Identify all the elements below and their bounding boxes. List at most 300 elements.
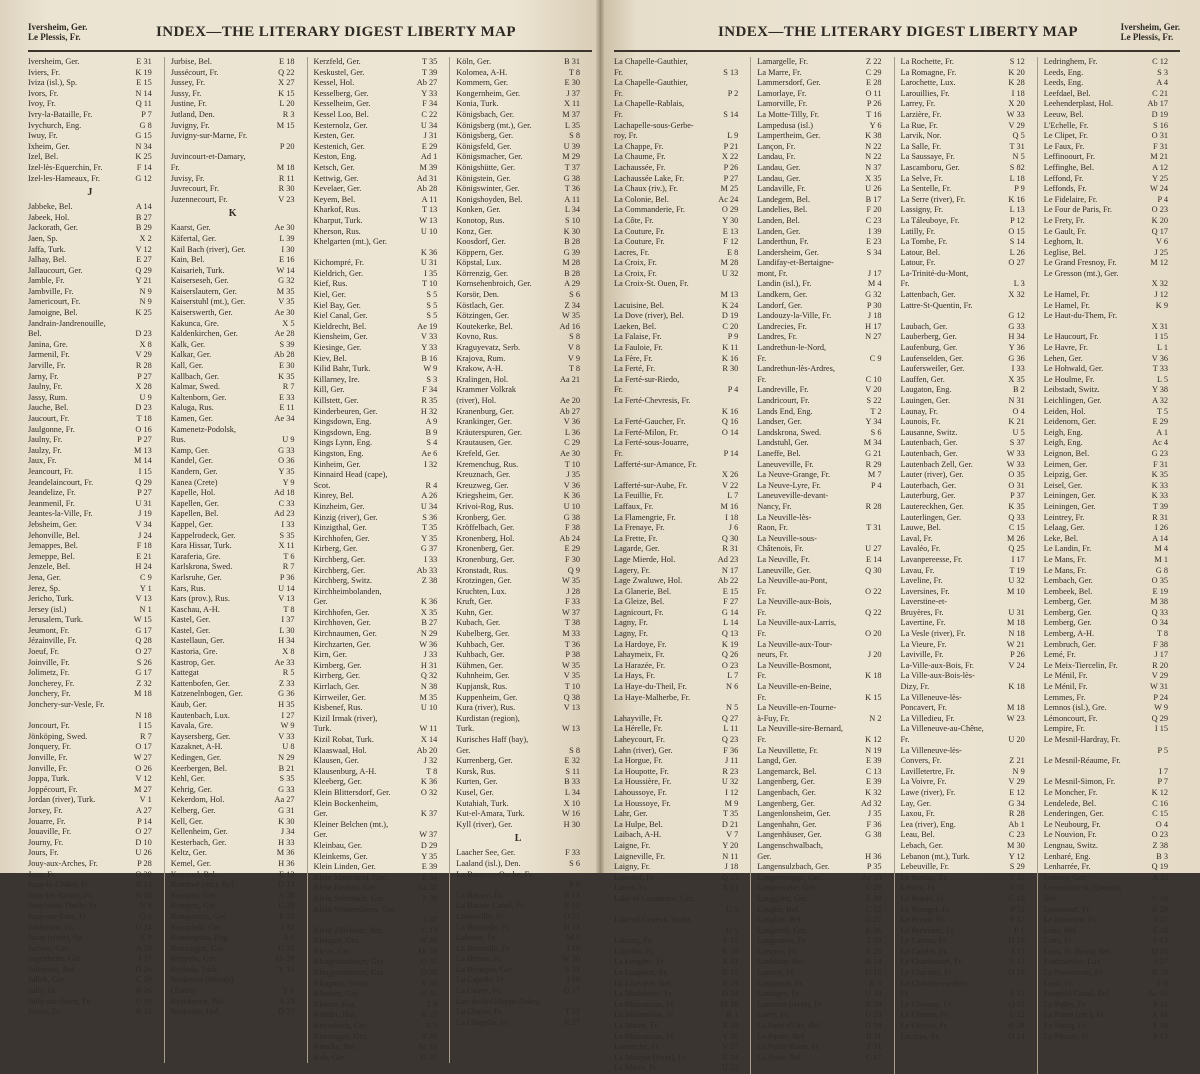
place-name: Kubach, Ger. [456, 618, 501, 628]
grid-reference: I 33 [424, 554, 438, 564]
grid-reference [735, 121, 738, 132]
place-name: Königsberg (mt.), Ger. [456, 120, 532, 130]
index-entry [171, 954, 295, 965]
grid-reference: K 25 [135, 152, 152, 162]
grid-reference: B 14 [865, 957, 882, 967]
grid-reference [149, 700, 152, 711]
index-entry [901, 78, 1025, 89]
place-name: Lantages, Fr. [757, 989, 801, 999]
index-entry [28, 573, 152, 584]
place-name: Ivry-la-Bataille, Fr. [28, 109, 93, 119]
index-entry [614, 714, 738, 725]
index-entry [614, 841, 738, 852]
place-name: La Bassée Canal, Fr. [456, 901, 525, 911]
place-name: La Marque (river), Fr. [614, 1052, 688, 1062]
index-entry [314, 947, 438, 958]
grid-reference: W 37 [419, 830, 438, 840]
index-entry [757, 915, 881, 926]
index-entry [171, 195, 295, 206]
place-name: Leffinoourt, Fr. [1043, 152, 1095, 162]
grid-reference: O 36 [278, 456, 295, 466]
index-entry [901, 714, 1025, 725]
place-name: Kutahiah, Turk. [456, 798, 509, 808]
grid-reference: N 9 [1012, 766, 1025, 776]
index-column [757, 57, 894, 1074]
place-name: Le Mesnil-Hardray, Fr. [1043, 735, 1121, 744]
index-entry [314, 767, 438, 778]
place-name: La Croix, Fr. [614, 258, 657, 268]
index-entry [314, 703, 438, 714]
place-name: Klein Linden, Ger. [313, 862, 376, 872]
index-entry [171, 975, 295, 986]
index-entry [614, 290, 738, 301]
place-name: Jenzele, Bel. [28, 562, 71, 572]
place-name: Kröffelbach, Ger. [456, 523, 515, 533]
index-entry [456, 68, 580, 79]
index-entry [757, 290, 881, 301]
place-name: Kuhbach, Ger. [456, 650, 505, 660]
place-name: La Neuville-sire-Bernard, [757, 724, 843, 734]
place-name: Jaulny, Fr. [28, 435, 63, 445]
index-entry [757, 555, 881, 566]
index-entry [314, 735, 438, 746]
index-entry [314, 354, 438, 365]
grid-reference: M 18 [1007, 618, 1025, 628]
grid-reference: O 35 [1151, 576, 1168, 586]
index-entry [28, 152, 152, 163]
grid-reference: Ac 4 [1152, 438, 1168, 448]
grid-reference: S 13 [1009, 989, 1025, 999]
grid-reference: B 27 [421, 618, 438, 628]
grid-reference: B 16 [421, 353, 438, 363]
index-entry [456, 248, 580, 259]
grid-reference: X 8 [282, 647, 295, 657]
grid-reference: X 28 [135, 382, 152, 392]
index-entry [614, 375, 738, 386]
index-entry [757, 396, 881, 407]
place-name: Kuppenheim, Ger. [456, 692, 518, 702]
grid-reference: K 35 [1008, 501, 1025, 511]
place-name: Lauwe, Bel. [900, 523, 941, 533]
index-entry [28, 499, 152, 510]
place-name: Le Charmel, Fr. [900, 968, 954, 978]
index-entry [171, 174, 295, 185]
index-entry [28, 223, 152, 234]
grid-reference: K 28 [1008, 78, 1025, 88]
grid-reference: P 9 [1014, 184, 1025, 194]
place-name: Fr. [757, 735, 767, 744]
index-entry [614, 852, 738, 863]
grid-reference: M 30 [1007, 840, 1025, 850]
index-entry [28, 732, 152, 743]
index-entry [171, 901, 295, 912]
grid-reference: P 27 [137, 488, 152, 498]
grid-reference: M 21 [1150, 152, 1168, 162]
grid-reference: L 14 [723, 618, 739, 628]
grid-reference: U 32 [1008, 576, 1025, 586]
place-name: Konz, Ger. [456, 226, 493, 236]
place-name: Kempen, Ger. [170, 890, 218, 900]
place-name: Kura (river), Rus. [456, 703, 516, 713]
grid-reference [879, 724, 882, 735]
place-name: La Ferté-Gaucher, Fr. [614, 417, 686, 427]
place-name: Lalaing, Fr. [614, 936, 653, 946]
index-entry [456, 799, 580, 810]
index-entry [901, 534, 1025, 545]
index-entry [314, 618, 438, 629]
place-name: Kirchnaumen, Ger. [313, 629, 377, 639]
grid-reference: W 11 [419, 724, 438, 734]
place-name: La Neuve-Lyre, Fr. [757, 480, 821, 490]
grid-reference: G 37 [420, 1052, 438, 1062]
index-entry [1044, 894, 1168, 905]
place-name: Labeuville, Fr. [456, 911, 505, 921]
grid-reference: V 13 [563, 703, 580, 713]
index-entry [757, 184, 881, 195]
place-name: La Couture, Fr. [614, 226, 665, 236]
place-name: Joncherey, Fr. [28, 678, 75, 688]
place-name: Kamenetz-Podolsk, [170, 424, 236, 434]
place-name: Bel. [1043, 893, 1058, 903]
place-name: Kenzingen, Ger. [170, 943, 225, 953]
grid-reference: A 11 [564, 194, 580, 204]
grid-reference: A 26 [421, 491, 438, 501]
index-entry [456, 587, 580, 598]
index-entry [901, 205, 1025, 216]
grid-reference: F 18 [136, 541, 152, 551]
grid-reference: W 31 [1149, 682, 1168, 692]
left-page [0, 0, 600, 1062]
place-name: Kleinkems, Ger. [313, 851, 368, 861]
index-entry [171, 785, 295, 796]
place-name: Leffond, Fr. [1043, 173, 1084, 183]
place-name: Lautenbach Zell, Ger. [900, 459, 973, 469]
place-name: Kob, Ger. [313, 1052, 346, 1062]
grid-reference: P 14 [137, 816, 152, 826]
grid-reference: D 19 [721, 311, 739, 321]
index-entry [456, 184, 580, 195]
index-entry [456, 460, 580, 471]
grid-reference: O 35 [1008, 470, 1025, 480]
place-name: Kieldrich, Ger. [313, 268, 364, 278]
grid-reference: A 33 [1152, 872, 1168, 882]
index-entry [757, 523, 881, 534]
grid-reference: X 26 [721, 470, 739, 480]
grid-reference: R 5 [282, 668, 295, 678]
place-name: Langerbrügge, Ger. [757, 872, 822, 882]
index-entry [28, 213, 152, 224]
grid-reference: O 26 [135, 763, 152, 773]
index-entry [28, 131, 152, 142]
place-name: Juchen, Ger. [28, 943, 70, 953]
grid-reference: T 23 [564, 1007, 580, 1017]
place-name: Lemberg, Ger. [1043, 607, 1092, 617]
place-name: Jandrain-Jandrenouille, [28, 318, 106, 328]
place-name: Kovno, Rus. [456, 332, 498, 342]
place-name: La Fauloie, Fr. [614, 343, 663, 353]
index-entry [314, 89, 438, 100]
index-entry [901, 629, 1025, 640]
grid-reference: C 12 [865, 904, 882, 914]
grid-reference: M 34 [863, 438, 882, 448]
grid-reference: X 35 [865, 173, 882, 183]
grid-reference: H 13 [563, 922, 580, 932]
index-entry [28, 785, 152, 796]
grid-reference: E 39 [866, 756, 882, 766]
grid-reference: U 34 [420, 120, 438, 130]
index-entry [757, 68, 881, 79]
index-entry [314, 979, 438, 990]
index-entry [456, 859, 580, 870]
grid-reference: Ae 30 [274, 308, 295, 318]
place-name: Königswinter, Ger. [456, 184, 520, 194]
place-name: Kings Lynn, Eng. [313, 438, 373, 448]
place-name: Raon, Fr. [757, 523, 788, 533]
index-entry [28, 57, 152, 68]
place-name: Lemberg, Ger. [1043, 618, 1092, 628]
index-entry [901, 650, 1025, 661]
place-name: Kesternolz, Ger. [313, 120, 368, 130]
grid-reference: Ab 28 [273, 350, 295, 360]
index-entry [28, 541, 152, 552]
index-entry [757, 332, 881, 343]
index-entry [1044, 460, 1168, 471]
place-name: Jamoigne, Bel. [28, 308, 78, 318]
place-name: Langenberg, Ger. [757, 777, 815, 787]
grid-reference: V 35 [563, 671, 580, 681]
place-name: Kautenbach, Lux. [170, 710, 230, 720]
index-entry [314, 163, 438, 174]
grid-reference: E 29 [1152, 417, 1168, 427]
grid-reference: N 27 [865, 332, 882, 342]
place-name: Kursk, Rus. [456, 766, 496, 776]
grid-reference: E 15 [722, 968, 739, 978]
grid-reference: P 5 [1157, 745, 1168, 755]
index-entry [28, 425, 152, 436]
index-entry [757, 597, 881, 608]
grid-reference: F 36 [866, 819, 882, 829]
place-name: Kremenchug, Rus. [456, 459, 519, 469]
page-title: INDEX—THE LITERARY DIGEST LIBERTY MAP [156, 24, 516, 40]
grid-reference: D 10 [135, 837, 152, 847]
index-entry [171, 615, 295, 626]
place-name: Jeanmenil, Fr. [28, 498, 75, 508]
grid-reference: Y 35 [278, 466, 295, 476]
grid-reference: M 35 [276, 286, 295, 296]
grid-reference: F 33 [565, 848, 580, 858]
place-name: La Cauve, Fr. [456, 986, 502, 996]
index-entry [614, 513, 738, 524]
place-name: Lebeuville, Fr. [900, 862, 950, 872]
grid-reference: E 33 [279, 392, 295, 402]
index-entry [28, 382, 152, 393]
place-name: Kurten, Ger. [456, 777, 498, 787]
place-name: La Villeneuve-au-Chêne, [900, 724, 984, 734]
place-name: Krankinger, Ger. [456, 417, 512, 427]
place-name: Kötzingen, Ger. [456, 311, 510, 321]
grid-reference: X 35 [1008, 374, 1025, 384]
place-name: La Haye-du-Theil, Fr. [614, 682, 687, 692]
grid-reference: T 8 [426, 766, 438, 776]
index-entry [901, 905, 1025, 916]
index-entry [901, 491, 1025, 502]
index-entry [456, 576, 580, 587]
grid-reference: I 32 [424, 459, 438, 469]
index-entry [28, 245, 152, 256]
grid-reference: A 4 [1156, 78, 1168, 88]
grid-reference: U 26 [135, 848, 152, 858]
index-entry [901, 799, 1025, 810]
grid-reference: Ad 32 [860, 798, 882, 808]
grid-reference: X 25 [865, 946, 882, 956]
index-entry [456, 788, 580, 799]
index-entry [1044, 237, 1168, 248]
grid-reference: Q 38 [563, 692, 580, 702]
index-entry [901, 555, 1025, 566]
place-name: Jubécourt, Fr. [28, 922, 74, 932]
index-entry [456, 534, 580, 545]
index-entry [314, 513, 438, 524]
place-name: Julich, Ger. [28, 975, 67, 985]
grid-reference: T 8 [426, 999, 438, 1009]
index-entry [171, 742, 295, 753]
grid-reference: Y 33 [421, 343, 438, 353]
index-entry [1044, 809, 1168, 820]
grid-reference: R 20 [1152, 660, 1168, 670]
place-name: La Bouteille, Fr. [456, 943, 511, 953]
index-entry [314, 1010, 438, 1021]
grid-reference: Y 1 [139, 583, 152, 593]
place-name: Latour, Bel. [900, 247, 941, 257]
index-entry [614, 279, 738, 290]
place-name: Ketsch, Ger. [313, 162, 355, 172]
index-entry [314, 640, 438, 651]
index-entry [901, 724, 1025, 735]
place-name: Jaucourt, Fr. [28, 414, 70, 423]
grid-reference: P 39 [422, 893, 438, 903]
grid-reference: L 22 [1009, 1010, 1025, 1020]
place-name: Lage Mierde, Hol. [614, 554, 676, 564]
index-entry [901, 110, 1025, 121]
grid-reference: Q 8 [139, 911, 152, 921]
grid-reference: C 29 [135, 975, 152, 985]
grid-reference: T 2 [870, 406, 882, 416]
index-entry [614, 926, 738, 937]
grid-reference: H 24 [135, 562, 152, 572]
grid-reference: B 21 [278, 763, 295, 773]
place-name: Le Grand Fresnoy, Fr. [1043, 258, 1117, 268]
index-entry [314, 57, 438, 68]
grid-reference: W 14 [276, 265, 295, 275]
grid-reference: Ae 19 [417, 321, 438, 331]
place-name: Kemmel, Bel. [170, 869, 218, 879]
grid-reference: S 4 [426, 438, 438, 448]
place-name: Kriegsheim, Ger. [456, 491, 514, 501]
grid-reference: Ab 28 [273, 954, 295, 964]
place-name: Labosse, Fr. [456, 933, 497, 943]
place-name: Lenharrée, Fr. [1043, 862, 1091, 872]
grid-reference: L 26 [1009, 247, 1025, 257]
grid-reference: A 11 [421, 194, 438, 204]
index-entry [171, 721, 295, 732]
place-name: La-Trinité-du-Mont, [900, 268, 969, 278]
grid-reference: U 23 [865, 1010, 882, 1020]
grid-reference: J 32 [423, 756, 438, 766]
place-name: Klaaswaal, Hol. [313, 745, 367, 755]
place-name: La Colonie, Bel. [614, 194, 669, 204]
grid-reference: Aa 32 [417, 883, 438, 893]
grid-reference: Y 21 [135, 276, 152, 286]
place-name: Kronenberg, Hol. [456, 533, 515, 543]
index-entry [28, 605, 152, 616]
place-name: Kloster, Rus. [313, 999, 357, 1009]
grid-reference: X 14 [420, 735, 438, 744]
index-entry [314, 682, 438, 693]
place-name: Lac-de-la-Gileppe (lake), [456, 996, 541, 1006]
grid-reference: J 24 [138, 530, 152, 540]
grid-reference: U 31 [1008, 607, 1025, 617]
grid-reference: Aa 27 [274, 795, 295, 805]
index-entry [28, 319, 152, 330]
index-entry [614, 894, 738, 905]
index-entry [1044, 714, 1168, 725]
place-name: Leeds, Eng. [1043, 67, 1084, 77]
grid-reference: B 2 [1012, 385, 1025, 395]
index-entry [614, 417, 738, 428]
index-entry [456, 78, 580, 89]
grid-reference: Y 25 [1151, 173, 1168, 183]
index-entry [28, 615, 152, 626]
place-name: La Madeleine, Fr. [614, 989, 673, 999]
grid-reference: P 4 [727, 385, 739, 395]
index-entry [901, 947, 1025, 958]
grid-reference: M 28 [562, 258, 580, 268]
grid-reference [879, 618, 882, 629]
grid-reference: O 31 [1008, 480, 1025, 490]
grid-reference: Ad 23 [717, 554, 739, 564]
index-entry [28, 329, 152, 340]
place-name: Kleinbau, Ger. [313, 840, 363, 850]
place-name: Le Catelet, Fr. [900, 946, 948, 956]
index-entry [614, 629, 738, 640]
grid-reference: Ab 27 [559, 406, 580, 416]
place-name: Le Moncher, Fr. [1043, 787, 1098, 797]
index-entry [28, 68, 152, 79]
grid-reference: K 36 [420, 597, 438, 607]
index-entry [614, 68, 738, 79]
grid-reference: M 12 [1150, 258, 1168, 268]
index-entry [28, 287, 152, 298]
grid-reference: W 27 [133, 753, 152, 762]
index-entry [757, 163, 881, 174]
grid-reference: Y 26 [722, 1031, 739, 1041]
place-name: La Tombe, Fr. [900, 237, 948, 247]
index-entry [757, 873, 881, 884]
place-name: Kettwig, Ger. [313, 173, 359, 183]
grid-reference: K 5 [869, 978, 882, 988]
index-entry [614, 968, 738, 979]
index-entry [1044, 671, 1168, 682]
index-entry [171, 99, 295, 110]
index-entry [614, 640, 738, 651]
place-name: Laverstine-et- [900, 597, 948, 607]
right-page-columns [614, 57, 1180, 1074]
place-name: Landen, Ger. [757, 226, 801, 236]
grid-reference: M 33 [562, 629, 580, 639]
index-entry [456, 671, 580, 682]
place-name: La Neuville-en-Beine, [757, 682, 832, 692]
grid-reference: K 36 [420, 777, 438, 787]
